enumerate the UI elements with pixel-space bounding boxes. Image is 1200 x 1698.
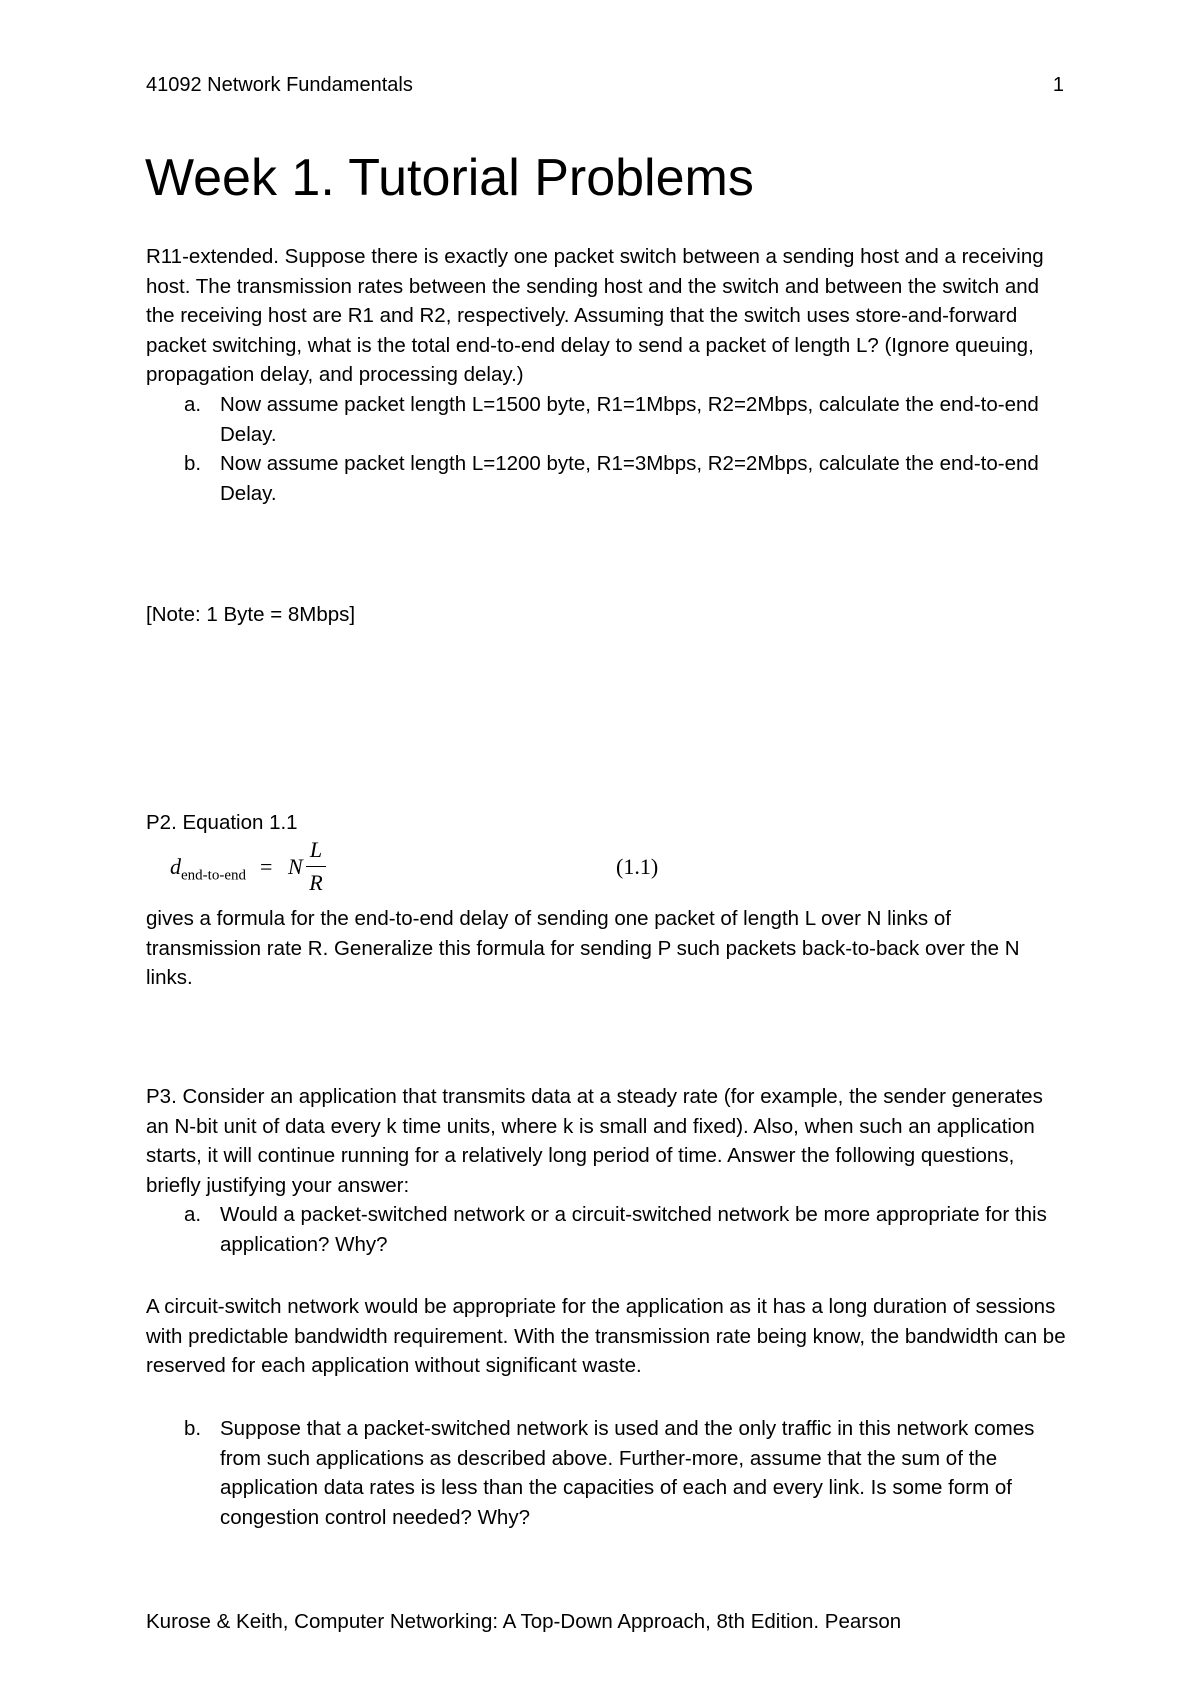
page-header — [146, 74, 1064, 102]
equation-lhs-var: d — [170, 854, 181, 879]
equation-lhs — [170, 854, 246, 884]
question-p3-text: P3. Consider an application that transmits data at a steady rate (for example, the sender generates an N-bit unit of data every k time units, where k is small and fixed). Also, when such an application starts, it will continue running for a relatively long period of time. Answer the following questions, briefly justifying your answer: — [146, 1085, 1043, 1197]
list-item-label: a. — [184, 1203, 202, 1227]
equation-number: (1.1) — [616, 854, 659, 879]
equation-1-1 — [146, 836, 1066, 898]
list-item-text: Suppose that a packet-switched network is used and the only traffic in this network comes from such applications as described above. Further-more, assume that the sum of the application data rates is less than the capacities of each and every link. Is some form of congestion control needed? Why? — [220, 1417, 1035, 1529]
list-item-label: b. — [184, 452, 202, 476]
list-item-text: Now assume packet length L=1200 byte, R1=3Mbps, R2=2Mbps, calculate the end-to-end Delay. — [220, 452, 1039, 505]
question-r11-text: R11-extended. Suppose there is exactly one packet switch between a sending host and a receiving host. The transmission rates between the sending host and the switch and between the switch and the receiving host are R1 and R2, respectively. Assuming that the switch uses store-and-forward packet switching, what is the total end-to-end delay to send a packet of length L? (Ignore queuing, propagation delay, and processing delay.) — [146, 245, 1044, 387]
list-item-text: Would a packet-switched network or a circuit-switched network be more appropriate for this application? Why? — [220, 1203, 1047, 1256]
page-number: 1 — [1052, 74, 1064, 96]
list-item — [146, 449, 1066, 508]
question-p3-list-a — [146, 1200, 1066, 1259]
question-p3 — [146, 1082, 1066, 1260]
equation-lhs-subscript: end-to-end — [181, 867, 246, 884]
list-item — [146, 390, 1066, 449]
fraction-bar — [306, 866, 326, 867]
list-item-label: b. — [184, 1417, 202, 1440]
equation-factor: N — [288, 854, 303, 879]
question-p2-text: gives a formula for the end-to-end delay of sending one packet of length L over N links of transmission rate R. Generalize this formula for sending P such packets back-to-back over the N links. — [146, 907, 1020, 990]
question-r11-list — [146, 390, 1066, 508]
list-item — [146, 1200, 1066, 1259]
question-p3-list — [146, 1414, 1066, 1532]
equation-equals: = — [260, 854, 273, 879]
page-title: Week 1. Tutorial Problems — [145, 149, 754, 207]
equation-fraction — [306, 836, 326, 897]
question-p3-list-b — [146, 1414, 1066, 1532]
equation-numerator: L — [309, 837, 323, 862]
page-footer: Kurose & Keith, Computer Networking: A Top-Down Approach, 8th Edition. Pearson — [146, 1610, 902, 1633]
question-p2-heading: P2. Equation 1.1 — [146, 811, 298, 834]
answer-a: A circuit-switch network would be appropriate for the application as it has a long duration of sessions with predictable bandwidth requirement. With the transmission rate being know, the bandwidth can be reserved for each application without significant waste. — [146, 1295, 1066, 1378]
list-item-label: a. — [184, 392, 202, 416]
equation-denominator: R — [309, 870, 323, 895]
note: [Note: 1 Byte = 8Mbps] — [146, 603, 356, 626]
course-title: 41092 Network Fundamentals — [146, 74, 413, 96]
list-item-text: Now assume packet length L=1500 byte, R1=1Mbps, R2=2Mbps, calculate the end-to-end Delay. — [220, 392, 1039, 446]
question-r11 — [146, 242, 1066, 508]
list-item — [146, 1414, 1066, 1532]
